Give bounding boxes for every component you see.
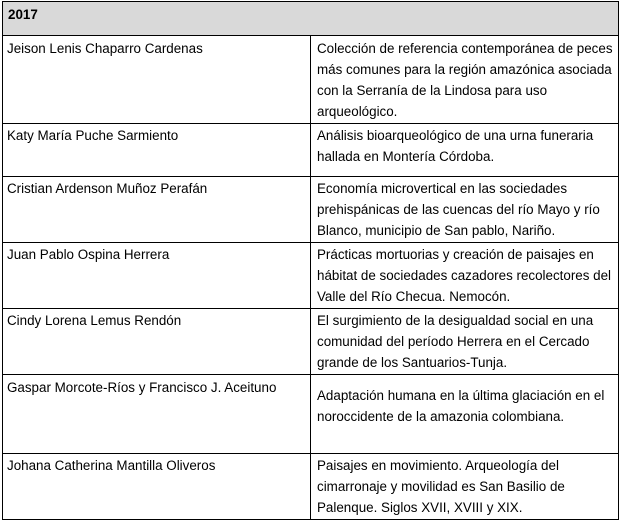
author-cell: Cindy Lorena Lemus Rendón xyxy=(3,309,311,375)
author-cell: Gaspar Morcote-Ríos y Francisco J. Aceituno xyxy=(3,375,311,454)
table-row xyxy=(3,36,619,124)
title-cell: Economía microvertical en las sociedades prehispánicas de las cuencas del río Mayo y río Blanco, municipio de San pablo, Nariño. xyxy=(311,177,619,243)
year-header-row xyxy=(3,2,619,36)
author-cell: Cristian Ardenson Muñoz Perafán xyxy=(3,177,311,243)
author-cell: Jeison Lenis Chaparro Cardenas xyxy=(3,36,311,124)
author-cell: Johana Catherina Mantilla Oliveros xyxy=(3,454,311,520)
title-cell: El surgimiento de la desigualdad social en una comunidad del período Herrera en el Cercado grande de los Santuarios-Tunja. xyxy=(311,309,619,375)
table-row xyxy=(3,375,619,454)
title-cell: Colección de referencia contemporánea de peces más comunes para la región amazónica asociada con la Serranía de la Lindosa para uso arqueológico. xyxy=(311,36,619,124)
table-row xyxy=(3,309,619,375)
table-row xyxy=(3,454,619,520)
title-cell: Prácticas mortuorias y creación de paisajes en hábitat de sociedades cazadores recolectores del Valle del Río Checua. Nemocón. xyxy=(311,243,619,309)
table-row xyxy=(3,177,619,243)
thesis-table xyxy=(2,1,619,520)
author-cell: Juan Pablo Ospina Herrera xyxy=(3,243,311,309)
year-header: 2017 xyxy=(3,2,619,36)
table-row xyxy=(3,243,619,309)
table-row xyxy=(3,124,619,177)
title-cell: Adaptación humana en la última glaciación en el noroccidente de la amazonia colombiana. xyxy=(311,375,619,454)
title-cell: Análisis bioarqueológico de una urna funeraria hallada en Montería Córdoba. xyxy=(311,124,619,177)
title-cell: Paisajes en movimiento. Arqueología del cimarronaje y movilidad es San Basilio de Palenque. Siglos XVII, XVIII y XIX. xyxy=(311,454,619,520)
author-cell: Katy María Puche Sarmiento xyxy=(3,124,311,177)
